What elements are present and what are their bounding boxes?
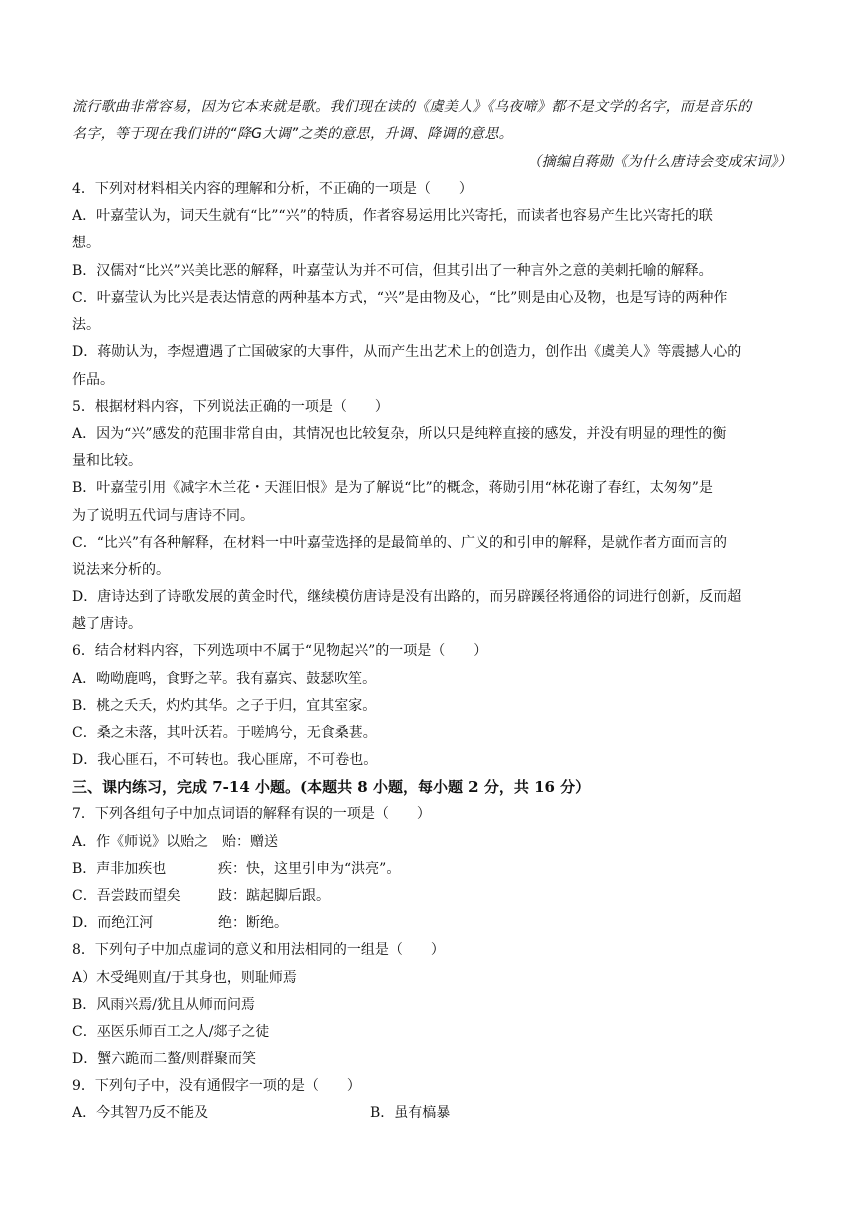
material-text-line: 名字，等于现在我们讲的“降G大调”之类的意思，升调、降调的意思。 <box>72 126 513 142</box>
question-4-option-d-cont: 作品。 <box>72 372 114 388</box>
question-6-option-a: A．呦呦鹿鸣，食野之苹。我有嘉宾、鼓瑟吹笙。 <box>72 671 377 687</box>
question-5-option-d: D．唐诗达到了诗歌发展的黄金时代，继续模仿唐诗是没有出路的，而另辟蹊径将通俗的词进行创新，反而超 <box>72 589 742 605</box>
question-5-option-b-cont: 为了说明五代词与唐诗不同。 <box>72 508 254 524</box>
question-6-option-b: B．桃之夭夭，灼灼其华。之子于归，宜其室家。 <box>72 698 377 714</box>
question-6-stem: 6．结合材料内容，下列选项中不属于“见物起兴”的一项是（ ） <box>72 643 488 659</box>
option-term: C．吾尝跂而望矣 <box>72 888 181 904</box>
question-8-option-b: B．风雨兴焉/犹且从师而问焉 <box>72 997 256 1013</box>
material-text-line: 流行歌曲非常容易，因为它本来就是歌。我们现在读的《虞美人》《乌夜啼》都不是文学的名字，而是音乐的 <box>72 99 752 115</box>
question-4-option-d: D．蒋勋认为，李煜遭遇了亡国破家的大事件，从而产生出艺术上的创造力，创作出《虞美人》等震撼人心的 <box>72 344 742 360</box>
question-9-options-row <box>72 1104 792 1122</box>
question-9-stem: 9．下列句子中，没有通假字一项的是（ ） <box>72 1078 361 1094</box>
question-4-stem: 4．下列对材料相关内容的理解和分析，不正确的一项是（ ） <box>72 181 473 197</box>
option-term: D．而绝江河 <box>72 915 154 931</box>
question-8-option-c: C．巫医乐师百工之人/郯子之徒 <box>72 1024 270 1040</box>
question-4-option-b: B．汉儒对“比兴”兴美比恶的解释，叶嘉莹认为并不可信，但其引出了一种言外之意的美刺托喻的解释。 <box>72 263 713 279</box>
question-4-option-a: A．叶嘉莹认为，词天生就有“比”“兴”的特质，作者容易运用比兴寄托，而读者也容易产生比兴寄托的联 <box>72 208 713 224</box>
question-7-option-b <box>72 860 792 878</box>
question-7-option-d <box>72 914 792 932</box>
question-5-option-a: A．因为“兴”感发的范围非常自由，其情况也比较复杂，所以只是纯粹直接的感发，并没有明显的理性的衡 <box>72 426 727 442</box>
question-7-option-c <box>72 887 792 905</box>
question-5-option-d-cont: 越了唐诗。 <box>72 616 142 632</box>
option-gloss: 绝：断绝。 <box>218 915 288 931</box>
question-6-option-c: C．桑之未落，其叶沃若。于嗟鸠兮，无食桑葚。 <box>72 725 377 741</box>
question-4-option-a-cont: 想。 <box>72 235 100 251</box>
question-7-option-a <box>72 833 792 851</box>
question-4-option-c: C．叶嘉莹认为比兴是表达情意的两种基本方式，“兴”是由物及心，“比”则是由心及物，也是写诗的两种作 <box>72 290 728 306</box>
question-5-stem: 5．根据材料内容，下列说法正确的一项是（ ） <box>72 399 389 415</box>
question-6-option-d: D．我心匪石，不可转也。我心匪席，不可卷也。 <box>72 752 378 768</box>
material-source: （摘编自蒋勋《为什么唐诗会变成宋词》） <box>527 154 792 170</box>
option-term: A．作《师说》以贻之 <box>72 834 209 850</box>
question-9-option-a: A．今其智乃反不能及 <box>72 1105 209 1121</box>
question-5-option-c: C．“比兴”有各种解释，在材料一中叶嘉莹选择的是最简单的、广义的和引申的解释，是就作者方面而言的 <box>72 535 728 551</box>
question-8-option-a: A）木受绳则直/于其身也，则耻师焉 <box>72 970 297 986</box>
question-5-option-c-cont: 说法来分析的。 <box>72 562 170 578</box>
option-gloss: 跂：踮起脚后跟。 <box>218 888 330 904</box>
option-gloss: 贻：赠送 <box>222 834 278 850</box>
question-5-option-b: B．叶嘉莹引用《减字木兰花・天涯旧恨》是为了解说“比”的概念，蒋勋引用“林花谢了春红，太匆匆”是 <box>72 480 713 496</box>
question-7-stem: 7．下列各组句子中加点词语的解释有误的一项是（ ） <box>72 806 431 822</box>
question-9-option-b: B．虽有槁暴 <box>370 1105 451 1121</box>
question-5-option-a-cont: 量和比较。 <box>72 453 142 469</box>
section-3-heading: 三、课内练习，完成 7-14 小题。(本题共 8 小题，每小题 2 分，共 16 分） <box>72 778 591 796</box>
question-4-option-c-cont: 法。 <box>72 317 100 333</box>
option-gloss: 疾：快，这里引申为“洪亮”。 <box>218 861 401 877</box>
option-term: B．声非加疾也 <box>72 861 167 877</box>
question-8-option-d: D．蟹六跪而二螯/则群聚而笑 <box>72 1051 256 1067</box>
question-8-stem: 8．下列句子中加点虚词的意义和用法相同的一组是（ ） <box>72 942 445 958</box>
